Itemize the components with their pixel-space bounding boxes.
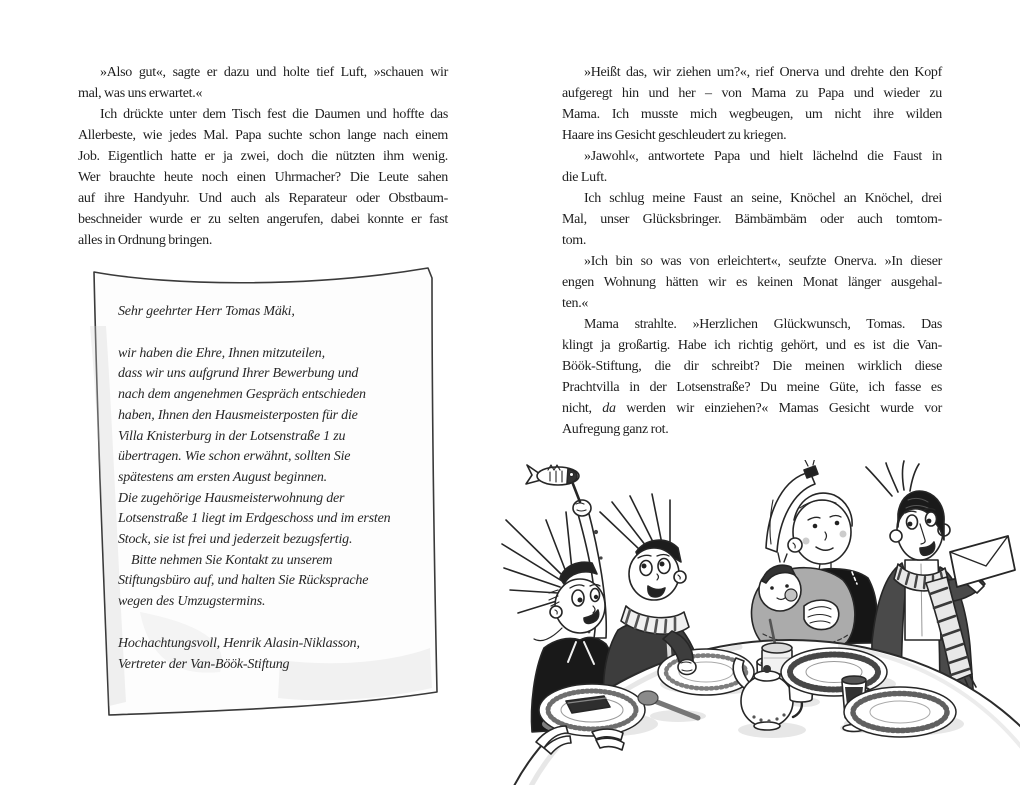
text-line: tom. [562, 233, 587, 248]
letter-closing: Hochachtungsvoll, Henrik Alasin-Niklasson, [118, 635, 360, 651]
text-line: Haare ins Gesicht geschleudert zu kriegen. [562, 128, 787, 143]
text-line: Mama. Ich musste mich wegbeugen, um nicht ihre wilden [562, 107, 942, 122]
text-line: Mal, unser Glücksbringer. Bämbämbäm oder auch tomtom- [562, 212, 942, 227]
text-line: Ich drückte unter dem Tisch fest die Daumen und hoffte das [100, 107, 448, 122]
text-segment: werden wir einziehen?« Mamas Gesicht wurde vor [615, 401, 942, 416]
letter-line: dass wir uns aufgrund Ihrer Bewerbung und [118, 366, 359, 382]
text-line: Ich schlug meine Faust an seine, Knöchel an Knöchel, drei [584, 191, 942, 206]
text-line: Prachtvilla in der Lotsenstraße? Du meine Güte, ich fasse es [562, 380, 942, 395]
letter-line: wir haben die Ehre, Ihnen mitzuteilen, [118, 345, 325, 361]
text-segment: nicht, [562, 401, 603, 416]
letter-line: haben, Ihnen den Hausmeisterposten für die [118, 407, 358, 423]
text-line: beschneider wurde er zu selten angerufen, dabei konnte er fast [78, 212, 448, 227]
letter-line: spätestens am ersten August beginnen. [118, 469, 327, 485]
right-page-text [562, 62, 942, 440]
fish-on-fork [526, 465, 579, 485]
envelope [950, 536, 1015, 587]
text-segment-italic: da [602, 401, 616, 416]
letter-text [118, 302, 420, 675]
text-line: Aufregung ganz rot. [562, 422, 669, 437]
plate-right [844, 687, 956, 737]
letter-line: wegen des Umzugstermins. [118, 594, 266, 610]
family-table-illustration [500, 460, 1020, 785]
letter-line: Bitte nehmen Sie Kontakt zu unserem [131, 552, 333, 568]
letter-line: Stock, sie ist frei und jederzeit bezugsfertig. [118, 532, 353, 548]
text-line: Böök-Stiftung, die dir schreibt? Die meinen wirklich diese [562, 359, 942, 374]
letter-line: Villa Knisterburg in der Lotsenstraße 1 zu [118, 428, 346, 444]
text-line: Mama strahlte. »Herzlichen Glückwunsch, Tomas. Das [584, 317, 942, 332]
text-line: auf ihre Handyuhr. Und auch als Reparateur oder Obstbaum- [78, 191, 448, 206]
text-line: Allerbeste, wie jedes Mal. Papa suchte schon lange nach einem [78, 128, 448, 143]
letter-line: Stiftungsbüro auf, und halten Sie Rücksprache [118, 573, 369, 589]
left-page-text [78, 62, 448, 251]
text-line: aufgeregt hin und her – von Mama zu Papa und wieder zu [562, 86, 942, 101]
letter-closing: Vertreter der Van-Böök-Stiftung [118, 656, 290, 672]
text-line: mal, was uns erwartet.« [78, 86, 203, 101]
text-line: »Also gut«, sagte er dazu und holte tief Luft, »schauen wir [100, 65, 448, 80]
letter-illustration [80, 262, 442, 740]
letter-line: Die zugehörige Hausmeisterwohnung der [118, 490, 345, 506]
text-line: die Luft. [562, 170, 608, 185]
text-line: »Jawohl«, antwortete Papa und hielt lächelnd die Faust in [584, 149, 942, 164]
plate-decorated [781, 648, 887, 696]
letter-line: nach dem angenehmen Gespräch entschieden [118, 387, 366, 403]
letter-line: übertragen. Wie schon erwähnt, sollten Sie [118, 449, 351, 465]
text-line-emphasis [562, 398, 942, 419]
letter-salutation: Sehr geehrter Herr Tomas Mäki, [118, 304, 295, 319]
text-line: engen Wohnung hätten wir es keinen Monat länger ausgehal- [562, 275, 942, 290]
text-line: ten.« [562, 296, 589, 311]
text-line: Job. Eigentlich hatte er ja zwei, doch die nützten ihm wenig. [78, 149, 448, 164]
text-line: alles in Ordnung bringen. [78, 233, 213, 248]
text-line: klingt ja großartig. Habe ich richtig gehört, und es ist die Van- [562, 338, 942, 353]
text-line: Wer brauchte heute noch einen Uhrmacher? Die Leute sahen [78, 170, 448, 185]
letter-line: Lotsenstraße 1 liegt im Erdgeschoss und im ersten [118, 511, 391, 527]
text-line: »Ich bin so was von erleichtert«, seufzte Onerva. »In dieser [584, 254, 942, 269]
text-line: »Heißt das, wir ziehen um?«, rief Onerva und drehte den Kopf [584, 65, 942, 80]
